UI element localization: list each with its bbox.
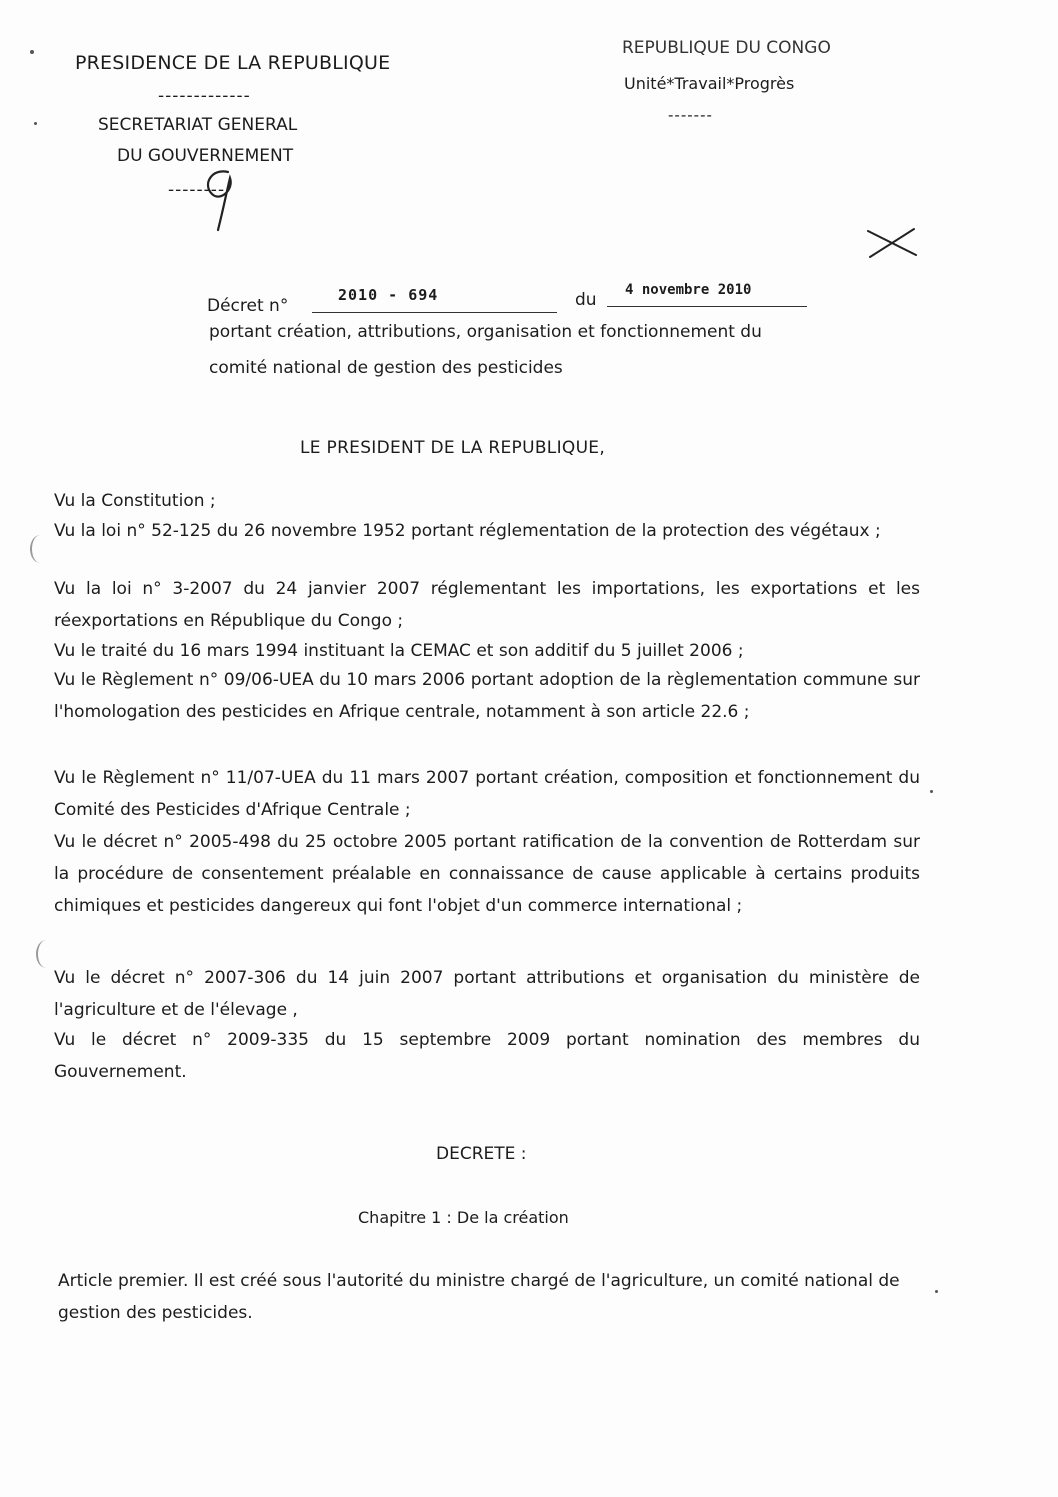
scan-speck bbox=[34, 122, 37, 125]
issuer-separator: ------------- bbox=[158, 86, 251, 106]
country-name: REPUBLIQUE DU CONGO bbox=[622, 38, 831, 58]
decree-subject-line-1: portant création, attributions, organisation et fonctionnement du bbox=[209, 322, 762, 342]
punch-hole-mark bbox=[36, 940, 56, 968]
decree-date-underline bbox=[607, 306, 807, 307]
issuer-separator-2: -------- bbox=[168, 180, 226, 200]
decrete-heading: DECRETE : bbox=[436, 1144, 527, 1164]
country-motto: Unité*Travail*Progrès bbox=[624, 74, 795, 93]
chapter-heading: Chapitre 1 : De la création bbox=[358, 1208, 569, 1227]
decree-number-underline bbox=[312, 312, 557, 313]
visa-item: Vu la Constitution ; bbox=[54, 491, 216, 511]
visa-item: Vu la loi n° 52-125 du 26 novembre 1952 portant réglementation de la protection des végétaux ; bbox=[54, 521, 881, 541]
decree-subject-line-2: comité national de gestion des pesticides bbox=[209, 358, 563, 378]
visa-item: Vu le décret n° 2005-498 du 25 octobre 2005 portant ratification de la convention de Rotterdam sur la procédure de consentement préalable en connaissance de cause applicable à certains produits chimiques et pesticides dangereux qui font l'objet d'un commerce international ; bbox=[54, 832, 920, 916]
punch-hole-mark bbox=[30, 535, 50, 563]
visa-item: Vu le décret n° 2007-306 du 14 juin 2007 portant attributions et organisation du ministère de l'agriculture et de l'élevage , bbox=[54, 968, 920, 1020]
decree-number: 2010 - 694 bbox=[338, 286, 439, 304]
article-premier: Article premier. Il est créé sous l'autorité du ministre chargé de l'agriculture, un comité national de gestion des pesticides. bbox=[58, 1271, 900, 1323]
visa-item: Vu le Règlement n° 11/07-UEA du 11 mars 2007 portant création, composition et fonctionnement du Comité des Pesticides d'Afrique Centrale ; bbox=[54, 768, 920, 820]
cross-mark-icon bbox=[864, 225, 920, 261]
handwritten-initials bbox=[190, 160, 260, 240]
president-heading: LE PRESIDENT DE LA REPUBLIQUE, bbox=[300, 438, 606, 458]
decree-label: Décret n° bbox=[207, 296, 289, 316]
issuer-line-presidence: PRESIDENCE DE LA REPUBLIQUE bbox=[75, 52, 391, 74]
visa-item: Vu la loi n° 3-2007 du 24 janvier 2007 réglementant les importations, les exportations et les réexportations en République du Congo ; bbox=[54, 579, 920, 631]
visa-item: Vu le Règlement n° 09/06-UEA du 10 mars 2006 portant adoption de la règlementation commune sur l'homologation des pesticides en Afrique centrale, notamment à son article 22.6 ; bbox=[54, 670, 920, 722]
visa-item: Vu le traité du 16 mars 1994 instituant la CEMAC et son additif du 5 juillet 2006 ; bbox=[54, 641, 744, 661]
motto-separator: ------- bbox=[668, 106, 713, 124]
issuer-line-gouvernement: DU GOUVERNEMENT bbox=[117, 146, 294, 166]
scan-speck bbox=[30, 50, 34, 54]
decree-du-label: du bbox=[575, 290, 597, 310]
scan-speck bbox=[935, 1290, 938, 1293]
decree-date: 4 novembre 2010 bbox=[625, 282, 752, 298]
scan-speck bbox=[930, 790, 933, 793]
visa-item: Vu le décret n° 2009-335 du 15 septembre 2009 portant nomination des membres du Gouvernement. bbox=[54, 1030, 920, 1082]
issuer-line-secretariat: SECRETARIAT GENERAL bbox=[98, 115, 298, 135]
